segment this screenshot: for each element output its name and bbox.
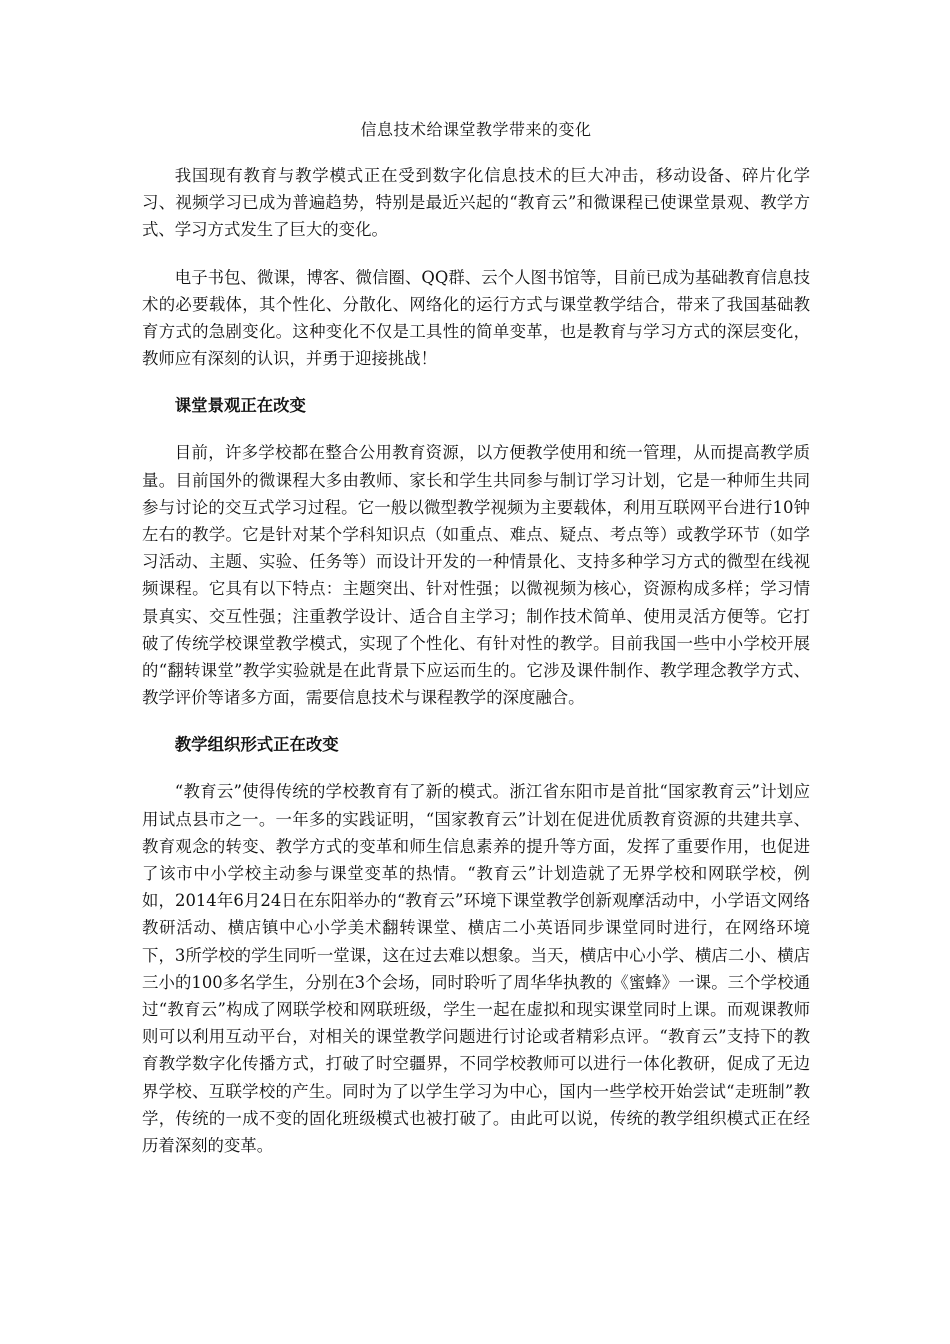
section-heading-teaching-organization: 教学组织形式正在改变 — [174, 735, 339, 755]
document-page — [142, 118, 810, 1179]
section-paragraph-teaching-organization: “教育云”使得传统的学校教育有了新的模式。浙江省东阳市是首批“国家教育云”计划应用试点县市之一。一年多的实践证明，“国家教育云”计划在促进优质教育资源的共建共享、教育观念的转变、教学方式的变革和师生信息素养的提升等方面，发挥了重要作用，也促进了该市中小学校主动参与课堂变革的热情。“教育云”计划造就了无界学校和网联学校，例如，2014年6月24日在东阳举办的“教育云”环境下课堂教学创新观摩活动中，小学语文网络教研活动、横店镇中心小学美术翻转课堂、横店二小英语同步课堂同时进行，在网络环境下，3所学校的学生同听一堂课，这在过去难以想象。当天，横店中心小学、横店二小、横店三小的100多名学生，分别在3个会场，同时聆听了周华华执教的《蜜蜂》一课。三个学校通过“教育云”构成了网联学校和网联班级，学生一起在虚拟和现实课堂同时上课。而观课教师则可以利用互动平台，对相关的课堂教学问题进行讨论或者精彩点评。“教育云”支持下的教育教学数字化传播方式，打破了时空疆界，不同学校教师可以进行一体化教研，促成了无边界学校、互联学校的产生。同时为了以学生学习为中心，国内一些学校开始尝试“走班制”教学，传统的一成不变的固化班级模式也被打破了。由此可以说，传统的教学组织模式正在经历着深刻的变革。 — [142, 782, 810, 1156]
section-heading-classroom-landscape: 课堂景观正在改变 — [174, 396, 306, 416]
intro-paragraph-1: 我国现有教育与教学模式正在受到数字化信息技术的巨大冲击，移动设备、碎片化学习、视频学习已成为普遍趋势，特别是最近兴起的“教育云”和微课程已使课堂景观、教学方式、学习方式发生了巨大的变化。 — [142, 166, 810, 240]
section-paragraph-classroom-landscape: 目前，许多学校都在整合公用教育资源，以方便教学使用和统一管理，从而提高教学质量。目前国外的微课程大多由教师、家长和学生共同参与制订学习计划，它是一种师生共同参与讨论的交互式学习过程。它一般以微型教学视频为主要载体，利用互联网平台进行10钟左右的教学。它是针对某个学科知识点（如重点、难点、疑点、考点等）或教学环节（如学习活动、主题、实验、任务等）而设计开发的一种情景化、支持多种学习方式的微型在线视频课程。它具有以下特点：主题突出、针对性强；以微视频为核心，资源构成多样；学习情景真实、交互性强；注重教学设计、适合自主学习；制作技术简单、使用灵活方便等。它打破了传统学校课堂教学模式，实现了个性化、有针对性的教学。目前我国一些中小学校开展的“翻转课堂”教学实验就是在此背景下应运而生的。它涉及课件制作、教学理念教学方式、教学评价等诸多方面，需要信息技术与课程教学的深度融合。 — [142, 443, 810, 708]
intro-paragraph-2: 电子书包、微课，博客、微信圈、QQ群、云个人图书馆等，目前已成为基础教育信息技术的必要载体，其个性化、分散化、网络化的运行方式与课堂教学结合，带来了我国基础教育方式的急剧变化。这种变化不仅是工具性的简单变革，也是教育与学习方式的深层变化，教师应有深刻的认识，并勇于迎接挑战！ — [142, 267, 810, 369]
document-title: 信息技术给课堂教学带来的变化 — [360, 120, 592, 139]
